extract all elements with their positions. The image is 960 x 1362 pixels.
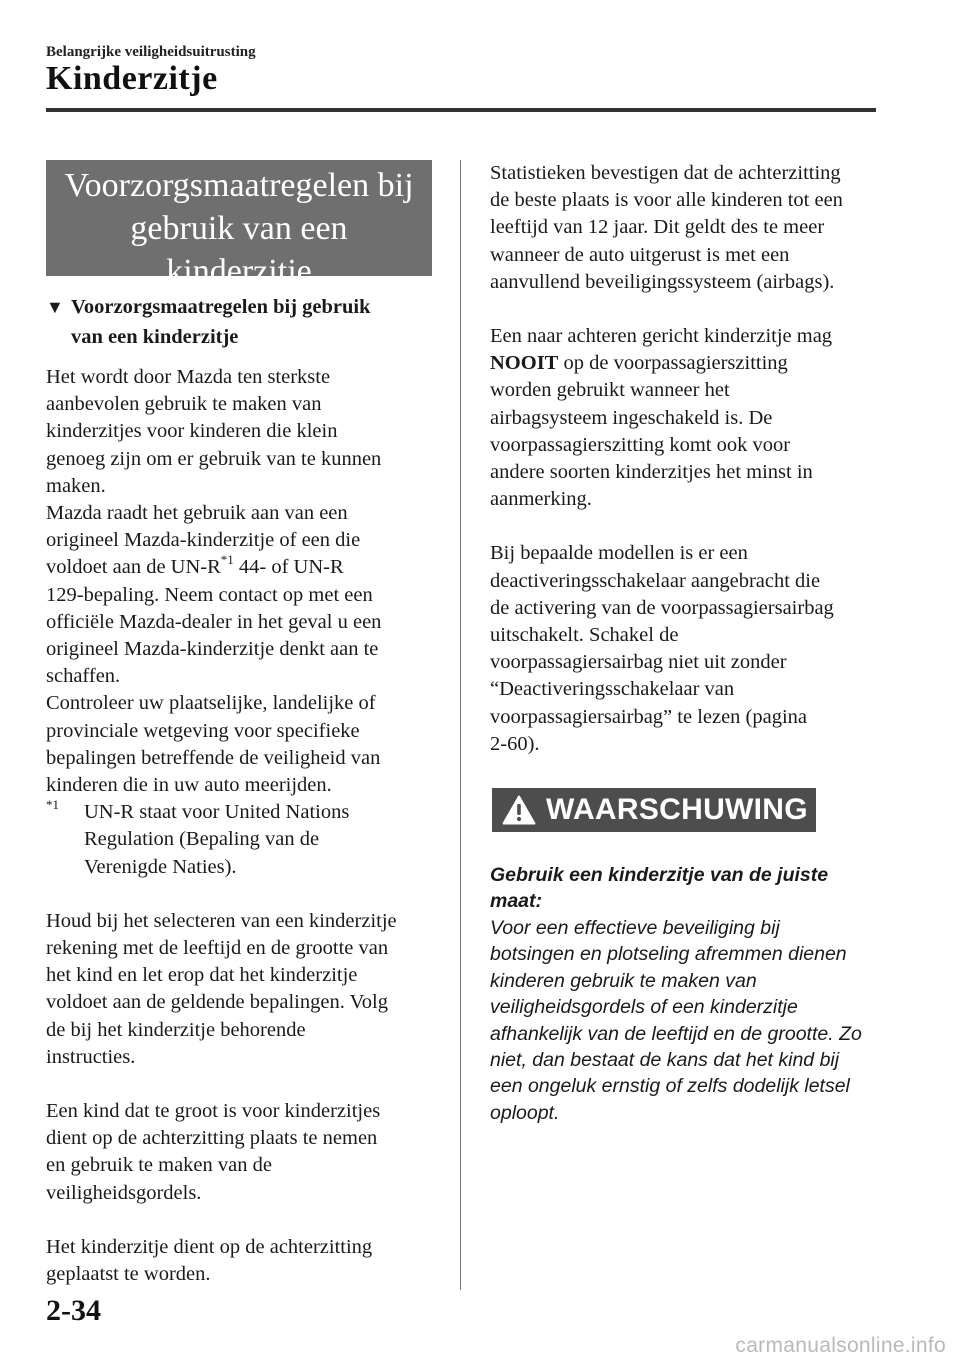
text-line-unr	[46, 554, 434, 581]
footnote-reference: *1	[220, 552, 234, 568]
left-column	[46, 160, 434, 1288]
text-line: dient op de achterzitting plaats te nemen	[46, 1127, 378, 1150]
footnote-line: UN-R staat voor United Nations	[84, 801, 350, 824]
column-divider	[460, 160, 461, 1290]
paragraph-rear-seat	[46, 1234, 434, 1288]
warning-line: afhankelijk van de leeftijd en de grootte. Zo	[490, 1022, 862, 1045]
footnote-mark-text: *1	[46, 797, 59, 813]
warning-line: Voor een effectieve beveiliging bij	[490, 916, 780, 939]
warning-triangle-icon	[502, 795, 536, 825]
text-line: kinderen die in uw auto meerijden.	[46, 774, 332, 797]
page-title: Kinderzitje	[46, 60, 218, 97]
text-line: aanbevolen gebruik te maken van	[46, 393, 322, 416]
text-line: Het kinderzitje dient op de achterzitting	[46, 1235, 373, 1258]
text-line: de activering van de voorpassagiersairbag	[490, 596, 834, 619]
paragraph-deactivation	[490, 540, 882, 758]
text-line: Controleer uw plaatselijke, landelijke of	[46, 692, 376, 715]
text-line: deactiveringsschakelaar aangebracht die	[490, 569, 821, 592]
text-line: origineel Mazda-kinderzitje denkt aan te	[46, 638, 379, 661]
paragraph-rear-facing	[490, 323, 882, 513]
warning-body	[490, 862, 882, 1126]
text-line: voorpassagiersairbag” te lezen (pagina	[490, 705, 808, 728]
warning-line: kinderen gebruik te maken van	[490, 969, 757, 992]
text-line: voldoet aan de geldende bepalingen. Volg	[46, 991, 388, 1014]
paragraph-intro	[46, 364, 434, 799]
emphasis-nooit: NOOIT	[490, 352, 559, 375]
footnote	[46, 799, 434, 881]
subheading-line: Voorzorgsmaatregelen bij gebruik	[71, 296, 371, 318]
text-fragment: voldoet aan de UN-R	[46, 556, 221, 579]
warning-heading: Gebruik een kinderzitje van de juiste maat:	[490, 864, 829, 913]
paragraph-large-child	[46, 1098, 434, 1207]
text-line: Mazda raadt het gebruik aan van een	[46, 502, 348, 525]
text-line: provinciale wetgeving voor specifieke	[46, 719, 360, 742]
triangle-down-icon: ▼	[46, 297, 64, 317]
paragraph-selection	[46, 908, 434, 1071]
subheading-line: van een kinderzitje	[71, 326, 239, 348]
text-line: 2-60).	[490, 732, 540, 755]
text-line: de beste plaats is voor alle kinderen tot een	[490, 189, 843, 212]
text-line: geplaatst te worden.	[46, 1263, 211, 1286]
text-line: Een naar achteren gericht kinderzitje mag	[490, 325, 833, 348]
text-line: rekening met de leeftijd en de grootte van	[46, 937, 389, 960]
text-line: leeftijd van 12 jaar. Dit geldt des te meer	[490, 216, 825, 239]
footnote-mark	[46, 799, 59, 826]
warning-line: niet, dan bestaat de kans dat het kind bij	[490, 1048, 840, 1071]
section-title-line: gebruik van een	[130, 210, 348, 247]
header-kicker: Belangrijke veiligheidsuitrusting	[46, 44, 256, 60]
text-line: aanvullend beveiligingssysteem (airbags).	[490, 270, 835, 293]
text-line: Statistieken bevestigen dat de achterzitting	[490, 162, 841, 184]
warning-line: botsingen en plotseling afremmen dienen	[490, 943, 847, 966]
text-line: 129-bepaling. Neem contact op met een	[46, 583, 373, 606]
text-line: instructies.	[46, 1045, 136, 1068]
text-line: voorpassagiersairbag niet uit zonder	[490, 651, 787, 674]
text-line: bepalingen betreffende de veiligheid van	[46, 746, 381, 769]
warning-label: WAARSCHUWING	[546, 793, 808, 827]
text-line: Een kind dat te groot is voor kinderzitjes	[46, 1100, 381, 1123]
text-line: de bij het kinderzitje behorende	[46, 1018, 306, 1041]
text-line: worden gebruikt wanneer het	[490, 379, 730, 402]
text-line: officiële Mazda-dealer in het geval u een	[46, 610, 382, 633]
text-line: uitschakelt. Schakel de	[490, 624, 679, 647]
text-line: “Deactiveringsschakelaar van	[490, 678, 735, 701]
text-line: Het wordt door Mazda ten sterkste	[46, 366, 331, 388]
section-title-line: Voorzorgsmaatregelen bij	[64, 167, 414, 204]
text-line-nooit	[490, 350, 882, 377]
text-line: Houd bij het selecteren van een kinderzitje	[46, 909, 397, 932]
text-line: voorpassagierszitting komt ook voor	[490, 433, 791, 456]
text-line: schaffen.	[46, 665, 121, 688]
text-line: veiligheidsgordels.	[46, 1181, 202, 1204]
text-line: en gebruik te maken van de	[46, 1154, 272, 1177]
subheading	[46, 292, 434, 352]
footnote-line: Regulation (Bepaling van de	[84, 828, 320, 851]
section-title-box	[46, 160, 432, 290]
watermark: carmanualsonline.info	[735, 1334, 946, 1357]
warning-line: veiligheidsgordels of een kinderzitje	[490, 996, 798, 1019]
text-line: kinderzitjes voor kinderen die klein	[46, 420, 338, 443]
paragraph-statistics	[490, 160, 882, 296]
right-column	[490, 160, 882, 1126]
text-line: genoeg zijn om er gebruik van te kunnen	[46, 447, 382, 470]
text-fragment: 44- of UN-R	[233, 556, 344, 579]
text-fragment: op de voorpassagierszitting	[558, 352, 788, 375]
page-number: 2-34	[46, 1294, 101, 1327]
text-line: airbagsysteem ingeschakeld is. De	[490, 406, 773, 429]
text-line: aanmerking.	[490, 488, 592, 511]
footnote-line: Verenigde Naties).	[84, 855, 237, 878]
text-line: maken.	[46, 474, 106, 497]
section-title-line: kinderzitje	[166, 253, 312, 290]
text-line: wanneer de auto uitgerust is met een	[490, 243, 790, 266]
text-line: het kind en let erop dat het kinderzitje	[46, 964, 358, 987]
text-line: Bij bepaalde modellen is er een	[490, 542, 748, 565]
warning-line: oploopt.	[490, 1101, 560, 1124]
text-line: andere soorten kinderzitjes het minst in	[490, 461, 813, 484]
warning-badge	[492, 788, 816, 832]
warning-line: een ongeluk ernstig of zelfs dodelijk letsel	[490, 1075, 850, 1098]
text-line: origineel Mazda-kinderzitje of een die	[46, 529, 361, 552]
header-rule	[46, 108, 876, 112]
